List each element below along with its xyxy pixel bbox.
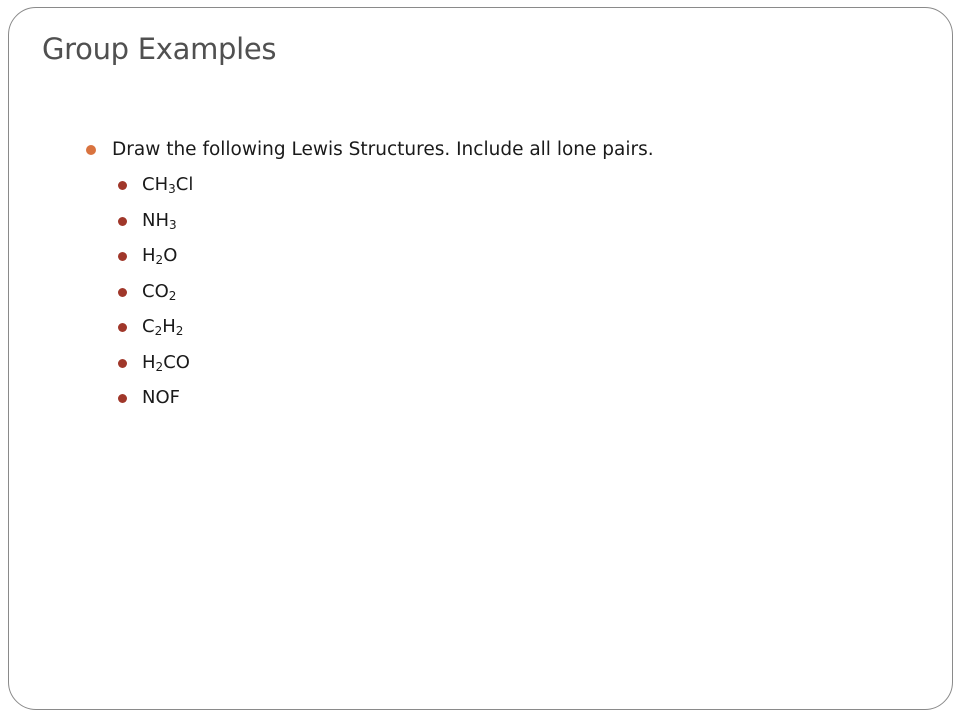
formula-part: O: [163, 245, 178, 266]
slide-title: Group Examples: [42, 32, 277, 66]
formula-text: [142, 316, 183, 337]
formula-part: CO: [163, 351, 190, 373]
formula-part: H: [162, 316, 176, 337]
formula-part: H: [142, 245, 156, 266]
formula-part: Cl: [175, 174, 194, 195]
formula-item: [116, 208, 654, 234]
slide-content: [84, 136, 654, 421]
formula-item: [116, 172, 654, 198]
formula-subscript: 2: [155, 359, 164, 374]
formula-part: NOF: [142, 387, 180, 408]
formula-subscript: 2: [154, 324, 163, 338]
formula-text: [142, 210, 177, 231]
bullet-dot-icon: [118, 181, 127, 190]
formula-part: CH: [142, 174, 169, 195]
formula-item: [116, 350, 654, 376]
bullet-dot-icon: [118, 288, 127, 297]
formula-item: [116, 314, 654, 340]
bullet-dot-icon: [86, 145, 96, 155]
formula-text: [142, 245, 177, 266]
formula-item: [116, 385, 654, 411]
formula-subscript: 2: [175, 324, 184, 338]
bullet-dot-icon: [118, 252, 127, 261]
formula-subscript: 2: [155, 253, 164, 267]
formula-subscript: 2: [168, 288, 177, 303]
formula-text: [142, 352, 190, 373]
bullet-dot-icon: [118, 217, 127, 226]
formula-text: [142, 174, 193, 195]
formula-part: CO: [142, 280, 169, 302]
formula-list: [84, 172, 654, 411]
bullet-dot-icon: [118, 323, 127, 332]
formula-part: C: [142, 316, 155, 337]
formula-text: [142, 387, 180, 408]
bullet-dot-icon: [118, 394, 127, 403]
formula-item: [116, 279, 654, 305]
bullet-dot-icon: [118, 359, 127, 368]
formula-part: NH: [142, 209, 169, 231]
main-bullet-text: Draw the following Lewis Structures. Include all lone pairs.: [112, 139, 654, 160]
formula-subscript: 3: [169, 217, 177, 232]
formula-part: H: [142, 351, 156, 373]
formula-item: [116, 243, 654, 269]
formula-text: [142, 281, 176, 302]
formula-subscript: 3: [168, 182, 176, 196]
main-bullet-item: [84, 136, 654, 164]
